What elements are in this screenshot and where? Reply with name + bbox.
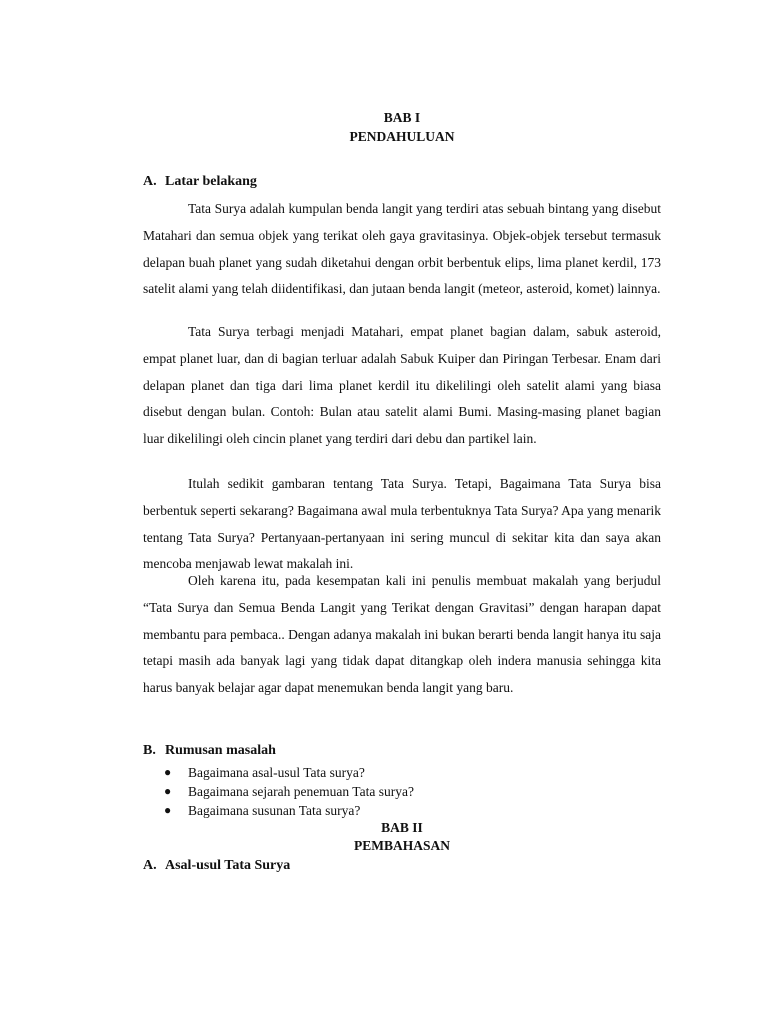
section-a2-heading bbox=[143, 857, 290, 875]
section-b-number: B. bbox=[143, 743, 156, 758]
section-a-heading bbox=[143, 173, 257, 191]
list-item bbox=[143, 763, 661, 782]
paragraph-1: Tata Surya adalah kumpulan benda langit yang terdiri atas sebuah bintang yang disebut Matahari dan semua objek yang terikat oleh gaya gravitasinya. Objek-objek tersebut termasuk delapan buah planet yang sudah diketahui dengan orbit berbentuk elips, lima planet kerdil, 173 satelit alami yang telah diidentifikasi, dan jutaan benda langit (meteor, asteroid, komet) lainnya. bbox=[143, 201, 661, 297]
paragraph-3: Itulah sedikit gambaran tentang Tata Surya. Tetapi, Bagaimana Tata Surya bisa berbentuk seperti sekarang? Bagaimana awal mula terbentuknya Tata Surya? Apa yang menarik tentang Tata Surya? Pertanyaan-pertanyaan ini sering muncul di sekitar kita dan saya akan mencoba menjawab lewat makalah ini. bbox=[143, 476, 661, 572]
chapter-1-title: BAB I bbox=[383, 110, 421, 125]
list-item-text: Bagaimana sejarah penemuan Tata surya? bbox=[188, 784, 414, 799]
list-item bbox=[143, 801, 661, 820]
list-item-text: Bagaimana asal-usul Tata surya? bbox=[188, 765, 365, 780]
bullet-icon: ● bbox=[164, 803, 172, 817]
chapter-2-title: BAB II bbox=[381, 820, 423, 835]
section-a2-title: Asal-usul Tata Surya bbox=[165, 858, 291, 873]
section-a-number: A. bbox=[143, 174, 157, 189]
section-a2-number: A. bbox=[143, 858, 157, 873]
chapter-1-subtitle: PENDAHULUAN bbox=[349, 129, 455, 144]
bullet-icon: ● bbox=[164, 784, 172, 798]
paragraph-4: Oleh karena itu, pada kesempatan kali ini penulis membuat makalah yang berjudul “Tata Surya dan Semua Benda Langit yang Terikat dengan Gravitasi” dengan harapan dapat membantu para pembaca.. Dengan adanya makalah ini bukan berarti benda langit hanya itu saja tetapi masih ada banyak lagi yang tidak dapat ditangkap oleh indera manusia sehingga kita harus banyak belajar agar dapat menemukan benda langit yang baru. bbox=[143, 573, 661, 696]
section-a-title: Latar belakang bbox=[165, 174, 257, 189]
section-b-title: Rumusan masalah bbox=[165, 743, 276, 758]
bullet-icon: ● bbox=[164, 765, 172, 779]
chapter-2-subtitle: PEMBAHASAN bbox=[353, 838, 450, 853]
list-item-text: Bagaimana susunan Tata surya? bbox=[188, 803, 361, 818]
paragraph-2: Tata Surya terbagi menjadi Matahari, empat planet bagian dalam, sabuk asteroid, empat planet luar, dan di bagian terluar adalah Sabuk Kuiper dan Piringan Terbesar. Enam dari delapan planet dan tiga dari lima planet kerdil itu dikelilingi oleh satelit alami yang biasa disebut dengan bulan. Contoh: Bulan atau satelit alami Bumi. Masing-masing planet bagian luar dikelilingi oleh cincin planet yang terdiri dari debu dan partikel lain. bbox=[143, 324, 661, 447]
problem-list bbox=[143, 763, 661, 820]
list-item bbox=[143, 782, 661, 801]
section-b-heading bbox=[143, 742, 276, 760]
